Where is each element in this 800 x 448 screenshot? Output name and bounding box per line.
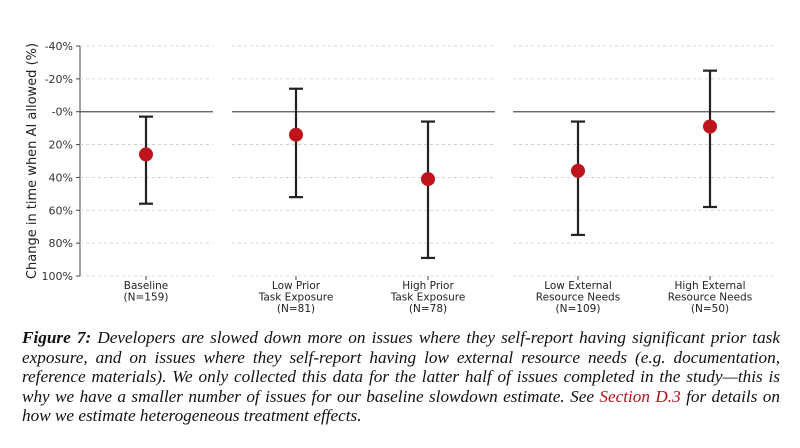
point-estimate [289, 128, 303, 142]
category-label: Task Exposure [258, 291, 334, 304]
caption-text-before: Developers are slowed down more on issues where they self-report having significant prior task exposure, and on issues where they self-report having low external resource needs (e.g. documentation, reference materials). We only collected this data for the latter half of issues completed in the study—this is why we have a smaller number of issues for our baseline slowdown estimate. See [22, 328, 780, 406]
category-label: (N=109) [555, 303, 601, 315]
chart-panels [42, 40, 775, 315]
figure-caption [22, 328, 780, 426]
y-axis-label: Change in time when AI allowed (%) [25, 42, 40, 280]
point-estimate [571, 164, 585, 178]
point-estimate [703, 120, 717, 134]
category-label: (N=50) [690, 303, 730, 315]
y-tick-label: 40% [48, 171, 73, 185]
category-label: Resource Needs [535, 291, 621, 304]
category-label: (N=159) [123, 291, 169, 304]
section-link[interactable]: Section D.3 [599, 386, 681, 406]
y-tick-label: 80% [48, 237, 73, 251]
category-label: (N=81) [276, 303, 316, 315]
category-label: (N=78) [408, 303, 448, 315]
point-estimate [421, 172, 435, 186]
caption-text-after: for details on how we estimate heterogeneous treatment effects. [22, 386, 780, 425]
category-label: Baseline [123, 280, 169, 292]
category-label: Low Prior [271, 280, 321, 292]
category-label: High External [674, 280, 746, 292]
y-tick-label: -40% [44, 40, 73, 53]
y-tick-label: 20% [48, 138, 73, 152]
y-tick-label: -20% [44, 72, 73, 86]
category-label: High Prior [402, 280, 454, 292]
point-estimate [139, 147, 153, 161]
category-label: Resource Needs [667, 291, 753, 304]
category-label: Low External [544, 280, 612, 292]
y-tick-label: 60% [48, 204, 73, 218]
category-label: Task Exposure [390, 291, 466, 304]
y-tick-label: 100% [41, 270, 73, 283]
figure-label: Figure 7: [22, 328, 92, 347]
y-tick-label: -0% [51, 105, 73, 119]
